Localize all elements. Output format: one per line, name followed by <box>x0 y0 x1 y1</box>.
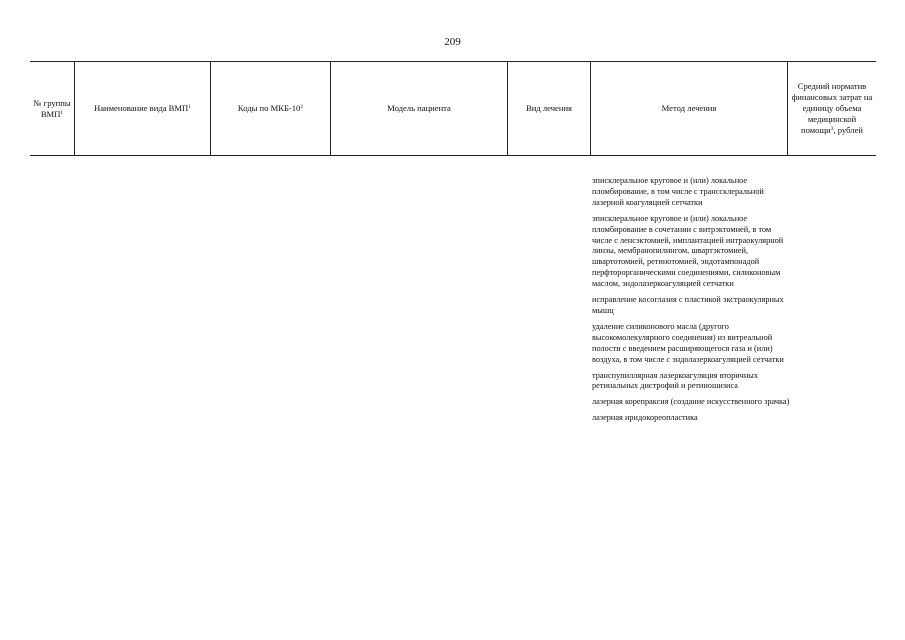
header-treatment-method-label: Метод лечения <box>661 103 717 113</box>
treatment-method-item: лазерная корепраксия (создание искусственного зрачка) <box>592 397 790 407</box>
header-cost-norm <box>788 62 876 155</box>
footnote-mark: 2 <box>300 104 304 110</box>
header-treatment-type-label: Вид лечения <box>525 103 573 113</box>
header-icd-codes-label: Коды по МКБ-10 <box>237 103 301 113</box>
header-cost-norm-label: Средний норматив финансовых затрат на единицу объема медицинской помощи <box>791 81 873 135</box>
header-vmp-name-label: Наименование вида ВМП <box>93 103 189 113</box>
treatment-method-item: лазерная иридокореопластика <box>592 413 698 423</box>
page-number: 209 <box>444 36 461 48</box>
treatment-methods-list <box>592 176 792 429</box>
footnote-mark: 3 <box>830 126 834 132</box>
treatment-method-item: транспупиллярная лазеркоагуляция вторичных ретинальных дистрофий и ретиношизиса <box>592 370 758 391</box>
header-vmp-name <box>75 62 211 155</box>
header-patient-model <box>331 62 508 155</box>
header-cost-norm-unit: , рублей <box>833 125 863 135</box>
header-treatment-type <box>508 62 591 155</box>
treatment-method-item: эписклеральное круговое и (или) локальное пломбирование, в том числе с транссклеральной лазерной коагуляцией сетчатки <box>592 176 764 207</box>
table-header <box>30 61 876 156</box>
header-group-number-label: № группы ВМП <box>33 97 71 119</box>
header-group-number <box>30 62 75 155</box>
header-icd-codes <box>211 62 331 155</box>
footnote-mark: 1 <box>60 109 64 116</box>
treatment-method-item: исправление косоглазия с пластикой экстраокулярных мышц <box>592 295 784 315</box>
header-patient-model-label: Модель пациента <box>387 103 451 113</box>
treatment-method-item: удаление силиконового масла (другого высокомолекулярного соединения) из витреальной полости с введением расширяющегося газа и (или) воздуха, в том числе с эндолазеркоагуляцией сетчатки <box>592 321 784 364</box>
footnote-mark: 1 <box>188 104 191 110</box>
header-treatment-method <box>591 62 788 155</box>
treatment-method-item: эписклеральное круговое и (или) локальное пломбирование в сочетании с витрэктомией, в том числе с ленсэктомией, имплантацией интраокулярной линзы, мембранопилингом, швартэктомией, швартотомией, ретинотомией, эндотампонадой перфторорганическими соединениями, силиконовым маслом, эндолазеркоагуляцией сетчатки <box>592 213 784 289</box>
